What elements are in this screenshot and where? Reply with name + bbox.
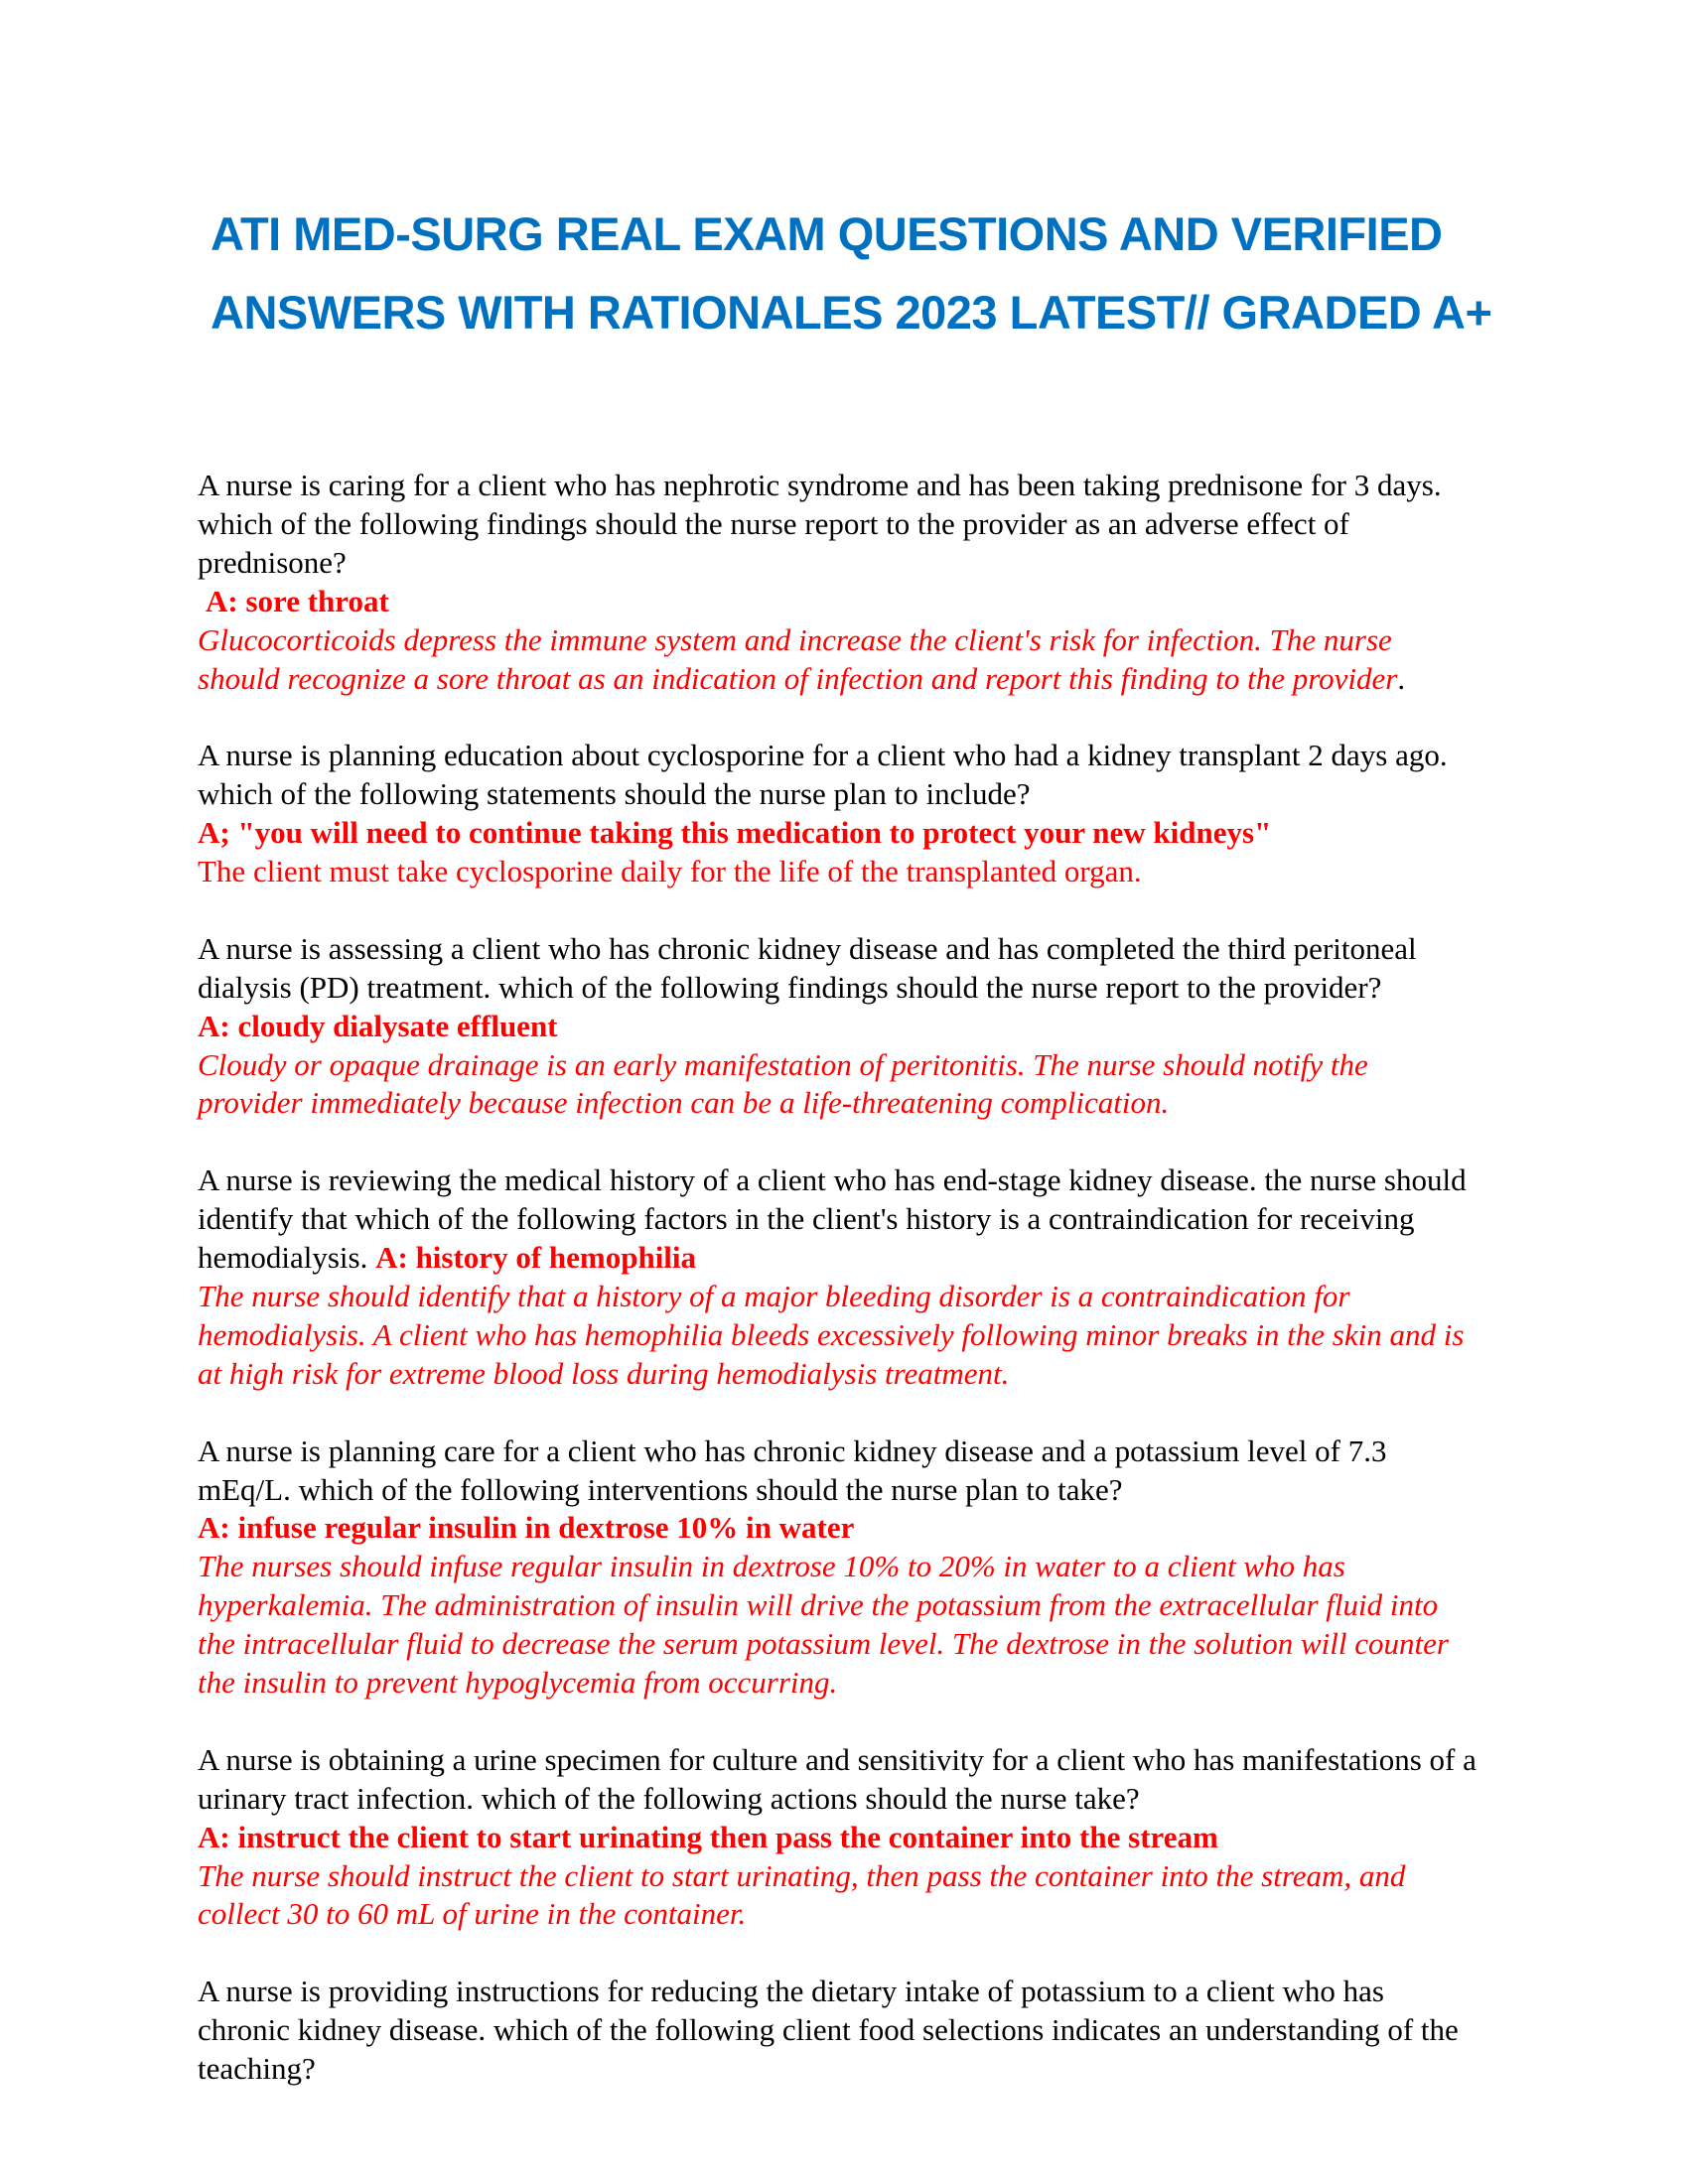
rationale-text: Cloudy or opaque drainage is an early manifestation of peritonitis. The nurse should notify the provider immediately because infection can be a life-threatening complication.	[198, 1046, 1368, 1121]
rationale-text	[198, 621, 1478, 699]
rationale-text: The client must take cyclosporine daily for the life of the transplanted organ.	[198, 854, 1142, 889]
question-text: A nurse is assessing a client who has chronic kidney disease and has completed the third peritoneal dialysis (PD) treatment. which of the following findings should the nurse report to the provider?	[198, 930, 1417, 1005]
question-text: A nurse is providing instructions for reducing the dietary intake of potassium to a client who has chronic kidney disease. which of the following client food selections indicates an understanding of the teaching?	[198, 1974, 1459, 2087]
answer-text: A: infuse regular insulin in dextrose 10% in water	[198, 1510, 855, 1546]
question-list	[198, 467, 1478, 2127]
rationale-text: The nurses should infuse regular insulin in dextrose 10% to 20% in water to a client who has hyperkalemia. The administration of insulin will drive the potassium from the extracellular fluid into the intracellular fluid to decrease the serum potassium level. The dextrose in the solution will counter the insulin to prevent hypoglycemia from occurring.	[198, 1549, 1449, 1701]
question-block-2	[198, 737, 1478, 891]
rationale-text: The nurse should identify that a history of a major bleeding disorder is a contraindication for hemodialysis. A client who has hemophilia bleeds excessively following minor breaks in the skin and is at high risk for extreme blood loss during hemodialysis treatment.	[198, 1278, 1465, 1391]
question-block-6	[198, 1741, 1478, 1935]
question-text: A nurse is obtaining a urine specimen for culture and sensitivity for a client who has manifestations of a urinary tract infection. which of the following actions should the nurse take?	[198, 1741, 1477, 1816]
question-text: A nurse is reviewing the medical history of a client who has end-stage kidney disease. the nurse should identify that which of the following factors in the client's history is a contraindication for receiving hemodialysis.	[198, 1162, 1467, 1276]
answer-text: A: sore throat	[206, 583, 389, 618]
question-block-1	[198, 467, 1478, 698]
question-block-7	[198, 1973, 1478, 2089]
rationale-text: The nurse should instruct the client to start urinating, then pass the container into the stream, and collect 30 to 60 mL of urine in the container.	[198, 1857, 1406, 1932]
question-block-3	[198, 930, 1478, 1124]
answer-text: A: cloudy dialysate effluent	[198, 1008, 558, 1043]
document-title: ATI MED-SURG REAL EXAM QUESTIONS AND VERIFIED ANSWERS WITH RATIONALES 2023 LATEST// GRADED A+	[211, 207, 1492, 339]
question-text: A nurse is caring for a client who has nephrotic syndrome and has been taking prednisone for 3 days. which of the following findings should the nurse report to the provider as an adverse effect of prednisone?	[198, 468, 1442, 580]
answer-text: A: instruct the client to start urinating then pass the container into the stream	[198, 1819, 1218, 1854]
question-text: A nurse is planning education about cyclosporine for a client who had a kidney transplant 2 days ago. which of the following statements should the nurse plan to include?	[198, 738, 1448, 812]
rationale-period: .	[1397, 660, 1406, 696]
question-text: A nurse is planning care for a client who has chronic kidney disease and a potassium level of 7.3 mEq/L. which of the following interventions should the nurse plan to take?	[198, 1433, 1387, 1507]
question-block-5	[198, 1433, 1478, 1703]
answer-text: A: history of hemophilia	[375, 1240, 697, 1276]
rationale-body: Glucocorticoids depress the immune system and increase the client's risk for infection. The nurse should recognize a sore throat as an indication of infection and report this finding to the provider	[198, 621, 1398, 696]
answer-text: A; "you will need to continue taking this medication to protect your new kidneys"	[198, 815, 1272, 851]
question-block-4	[198, 1161, 1478, 1393]
